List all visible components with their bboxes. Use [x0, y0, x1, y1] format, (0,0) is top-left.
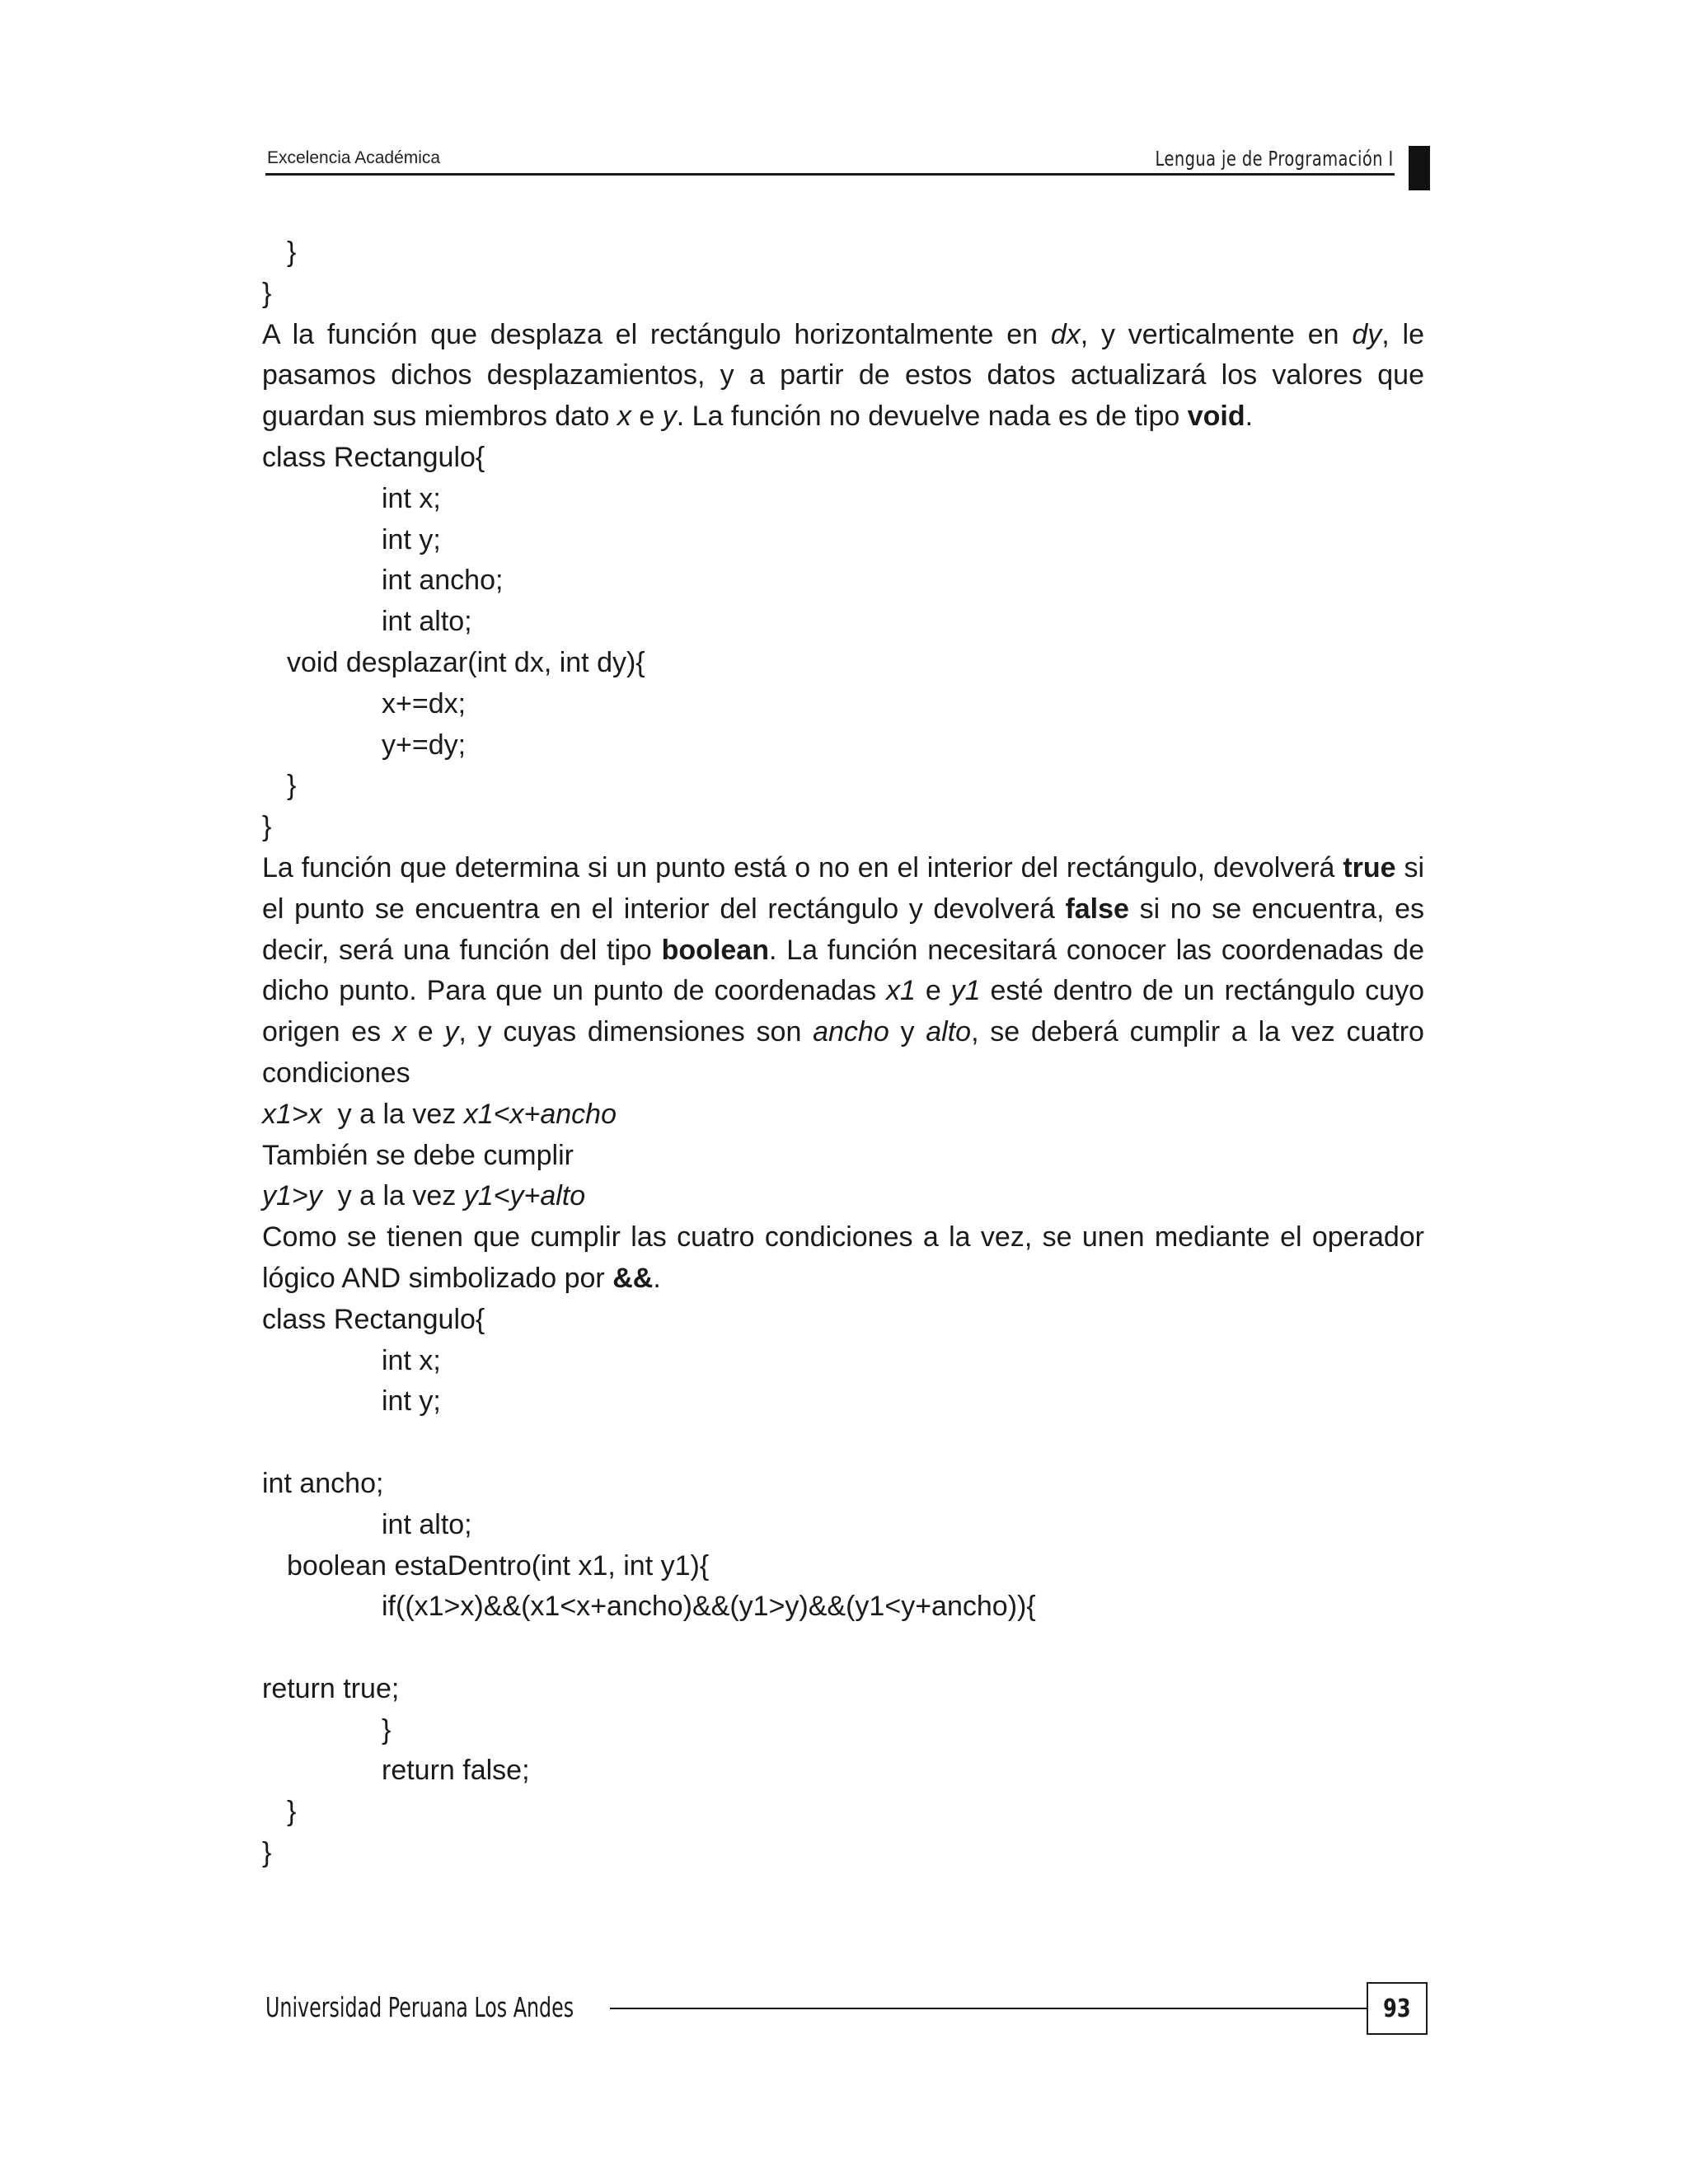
- page-number-box: [1367, 1982, 1428, 2035]
- code-line: x+=dx;: [382, 687, 467, 719]
- page-body: [262, 232, 1424, 1874]
- code-line: return false;: [382, 1755, 530, 1787]
- code-line: int y;: [382, 1385, 441, 1418]
- running-header-right: Lengua je de Programación I: [1155, 147, 1394, 171]
- code-line: if((x1>x)&&(x1<x+ancho)&&(y1>y)&&(y1<y+ancho)){: [382, 1591, 1036, 1623]
- code-line: int x;: [382, 482, 441, 514]
- code-line: int x;: [382, 1344, 441, 1376]
- also-text: También se debe cumplir: [262, 1139, 574, 1171]
- blank-line: [262, 1628, 1424, 1669]
- header-marker-block: [1409, 146, 1430, 190]
- code-line: class Rectangulo{: [262, 441, 485, 473]
- running-footer-left: Universidad Peruana Los Andes: [265, 1991, 574, 2023]
- code-block-estadentro: [262, 1300, 1424, 1874]
- page-number: 93: [1383, 1994, 1411, 2023]
- running-header-left: Excelencia Académica: [267, 148, 441, 167]
- code-line: }: [382, 1713, 392, 1746]
- code-line: int ancho;: [382, 565, 504, 597]
- paragraph-desplazar: A la función que desplaza el rectángulo horizontalmente en dx, y verticalmente en dy, le pasamos dichos desplazamientos, y a partir de estos datos actualizará los valores que guardan sus miembros dato x e y. La función no devuelve nada es de tipo void.: [262, 318, 1424, 433]
- code-line: }: [262, 1837, 272, 1869]
- code-line: class Rectangulo{: [262, 1303, 485, 1335]
- code-line: }: [287, 1796, 297, 1828]
- header-rule: [265, 173, 1395, 176]
- code-line: }: [262, 811, 272, 843]
- code-line: int alto;: [382, 606, 472, 638]
- paragraph-and-operator: Como se tienen que cumplir las cuatro condiciones a la vez, se unen mediante el operador lógico AND simbolizado por &&.: [262, 1221, 1424, 1294]
- code-line: }: [262, 277, 272, 309]
- code-line: int alto;: [382, 1508, 472, 1540]
- footer-rule: [610, 2008, 1367, 2009]
- code-line: int y;: [382, 523, 441, 555]
- condition-x: x1>x y a la vez x1<x+ancho: [262, 1098, 617, 1130]
- paragraph-estadentro: La función que determina si un punto está o no en el interior del rectángulo, devolverá true si el punto se encuentra en el interior del rectángulo y devolverá false si no se encuentra, es decir, será una función del tipo boolean. La función necesitará conocer las coordenadas de dicho punto. Para que un punto de coordenadas x1 e y1 esté dentro de un rectángulo cuyo origen es x e y, y cuyas dimensiones son ancho y alto, se deberá cumplir a la vez cuatro condiciones: [262, 851, 1425, 1089]
- code-line: boolean estaDentro(int x1, int y1){: [287, 1549, 710, 1582]
- code-line: return true;: [262, 1672, 400, 1704]
- code-line: }: [287, 770, 297, 802]
- condition-y: y1>y y a la vez y1<y+alto: [262, 1180, 586, 1212]
- code-line: y+=dy;: [382, 729, 467, 761]
- code-block-desplazar: [262, 438, 1424, 848]
- code-line: void desplazar(int dx, int dy){: [287, 646, 645, 678]
- code-line: int ancho;: [262, 1467, 384, 1499]
- code-line: }: [287, 237, 297, 268]
- blank-line: [262, 1422, 1424, 1464]
